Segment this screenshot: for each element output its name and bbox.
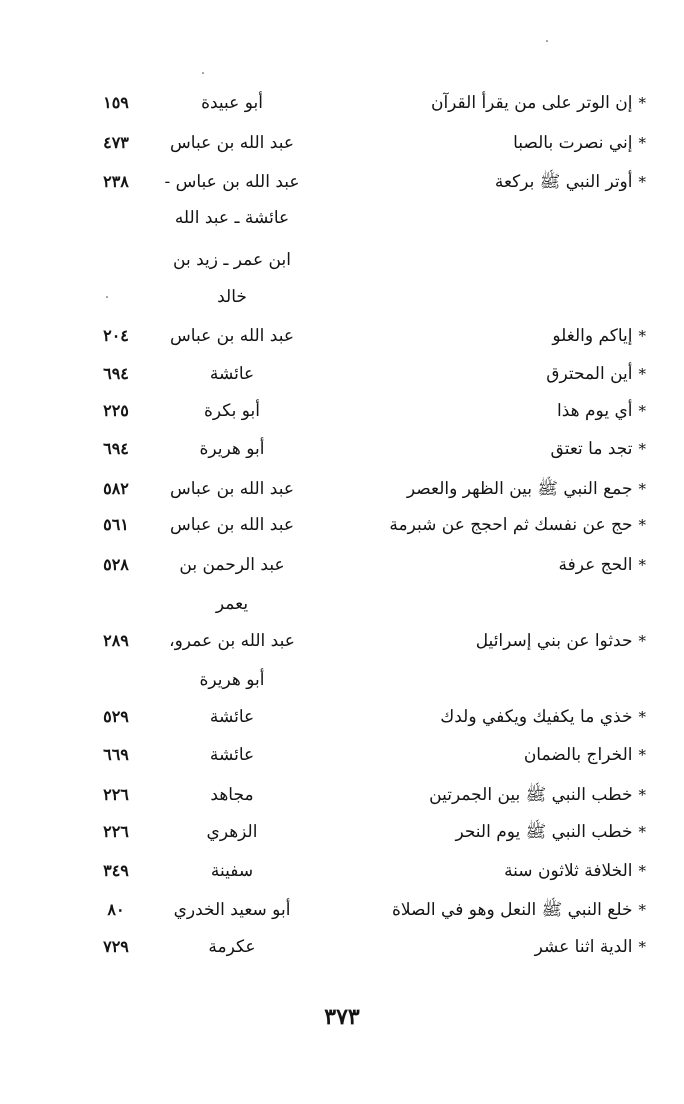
index-row — [0, 430, 684, 468]
index-row — [0, 776, 684, 814]
page-ref: ٦٦٩ — [103, 745, 129, 764]
page-ref: ٣٤٩ — [103, 861, 129, 880]
page-ref: ٥٦١ — [103, 515, 129, 534]
hadith-text: *خطب النبي ﷺ يوم النحر — [455, 813, 646, 851]
narrator-name: عبد الله بن عمرو، — [169, 631, 295, 651]
print-speck — [546, 40, 548, 42]
narrator-continuation: أبو هريرة — [199, 670, 265, 690]
narrator-name: أبو بكرة — [203, 401, 261, 421]
star-bullet: * — [638, 365, 646, 383]
index-row — [0, 736, 684, 774]
page-ref: ٢٣٨ — [103, 172, 129, 191]
narrator-name: عبد الله بن عباس — [170, 133, 294, 153]
page-ref: ٤٧٣ — [103, 133, 129, 152]
hadith-text: *الدية اثنا عشر — [535, 928, 646, 966]
hadith-text: *الخلافة ثلاثون سنة — [504, 852, 646, 890]
page-ref: ٥٢٨ — [103, 555, 129, 574]
hadith-text: *إياكم والغلو — [552, 317, 646, 355]
index-row — [0, 470, 684, 508]
index-row — [0, 355, 684, 393]
print-speck — [106, 296, 108, 298]
hadith-text: *حج عن نفسك ثم احجج عن شبرمة — [389, 506, 646, 544]
index-row — [0, 163, 684, 201]
narrator-name: عبد الله بن عباس — [170, 515, 294, 535]
hadith-text: *إني نصرت بالصبا — [513, 124, 646, 162]
narrator-continuation: يعمر — [215, 594, 249, 614]
narrator-name: عائشة — [209, 364, 255, 384]
star-bullet: * — [638, 862, 646, 880]
hadith-text: *أين المحترق — [546, 355, 646, 393]
narrator-continuation: عائشة ـ عبد الله — [174, 208, 290, 228]
hadith-text: *إن الوتر على من يقرأ القرآن — [431, 84, 646, 122]
narrator-name: عبد الله بن عباس - — [164, 172, 300, 192]
hadith-text: *حدثوا عن بني إسرائيل — [476, 622, 646, 660]
index-row — [0, 928, 684, 966]
narrator-continuation: ابن عمر ـ زيد بن — [173, 250, 291, 270]
narrator-name: أبو هريرة — [199, 439, 265, 459]
page-ref: ٢٢٦ — [103, 785, 129, 804]
hadith-text: *تجد ما تعتق — [551, 430, 646, 468]
star-bullet: * — [638, 823, 646, 841]
hadith-text: *أوتر النبي ﷺ بركعة — [495, 163, 646, 201]
hadith-text: *خلع النبي ﷺ النعل وهو في الصلاة — [392, 891, 646, 929]
star-bullet: * — [638, 516, 646, 534]
index-row — [0, 852, 684, 890]
star-bullet: * — [638, 440, 646, 458]
page-ref: ٦٩٤ — [103, 439, 129, 458]
index-row — [0, 506, 684, 544]
hadith-text: *الحج عرفة — [558, 546, 646, 584]
star-bullet: * — [638, 556, 646, 574]
page-ref: ٢٠٤ — [103, 326, 129, 345]
index-row — [0, 622, 684, 660]
hadith-text: *الخراج بالضمان — [524, 736, 646, 774]
index-row — [0, 813, 684, 851]
narrator-name: الزهري — [206, 822, 258, 842]
page-ref: ٧٢٩ — [103, 937, 129, 956]
narrator-name: عبد الله بن عباس — [170, 479, 294, 499]
index-row — [0, 84, 684, 122]
index-row — [0, 546, 684, 584]
page-ref: ٢٢٥ — [103, 401, 129, 420]
narrator-name: أبو عبيدة — [201, 93, 263, 113]
page-ref: ٦٩٤ — [103, 364, 129, 383]
page-ref: ١٥٩ — [103, 93, 129, 112]
index-row — [0, 392, 684, 430]
narrator-continuation: خالد — [217, 287, 247, 307]
narrator-name: عبد الله بن عباس — [170, 326, 294, 346]
page-number: ٣٧٣ — [324, 1004, 360, 1030]
star-bullet: * — [638, 746, 646, 764]
page-ref: ٥٢٩ — [103, 707, 129, 726]
star-bullet: * — [638, 134, 646, 152]
page-ref: ٢٨٩ — [103, 631, 129, 650]
hadith-text: *خذي ما يكفيك ويكفي ولدك — [440, 698, 646, 736]
narrator-name: سفينة — [210, 861, 254, 881]
narrator-name: عائشة — [209, 745, 255, 765]
narrator-name: مجاهد — [210, 785, 254, 805]
star-bullet: * — [638, 402, 646, 420]
narrator-name: عائشة — [209, 707, 255, 727]
hadith-text: *أي يوم هذا — [557, 392, 646, 430]
star-bullet: * — [638, 94, 646, 112]
page-ref: ٥٨٢ — [103, 479, 129, 498]
index-row — [0, 124, 684, 162]
narrator-name: عكرمة — [208, 937, 256, 957]
page-ref: ٢٢٦ — [103, 822, 129, 841]
narrator-name: عبد الرحمن بن — [179, 555, 285, 575]
star-bullet: * — [638, 480, 646, 498]
narrator-name: أبو سعيد الخدري — [173, 900, 291, 920]
index-row — [0, 891, 684, 929]
star-bullet: * — [638, 632, 646, 650]
star-bullet: * — [638, 901, 646, 919]
page-ref: ٨٠ — [107, 900, 125, 919]
index-row — [0, 698, 684, 736]
print-speck — [202, 72, 204, 74]
star-bullet: * — [638, 327, 646, 345]
hadith-text: *جمع النبي ﷺ بين الظهر والعصر — [407, 470, 646, 508]
star-bullet: * — [638, 786, 646, 804]
star-bullet: * — [638, 173, 646, 191]
star-bullet: * — [638, 938, 646, 956]
hadith-text: *خطب النبي ﷺ بين الجمرتين — [429, 776, 646, 814]
index-row — [0, 317, 684, 355]
star-bullet: * — [638, 708, 646, 726]
